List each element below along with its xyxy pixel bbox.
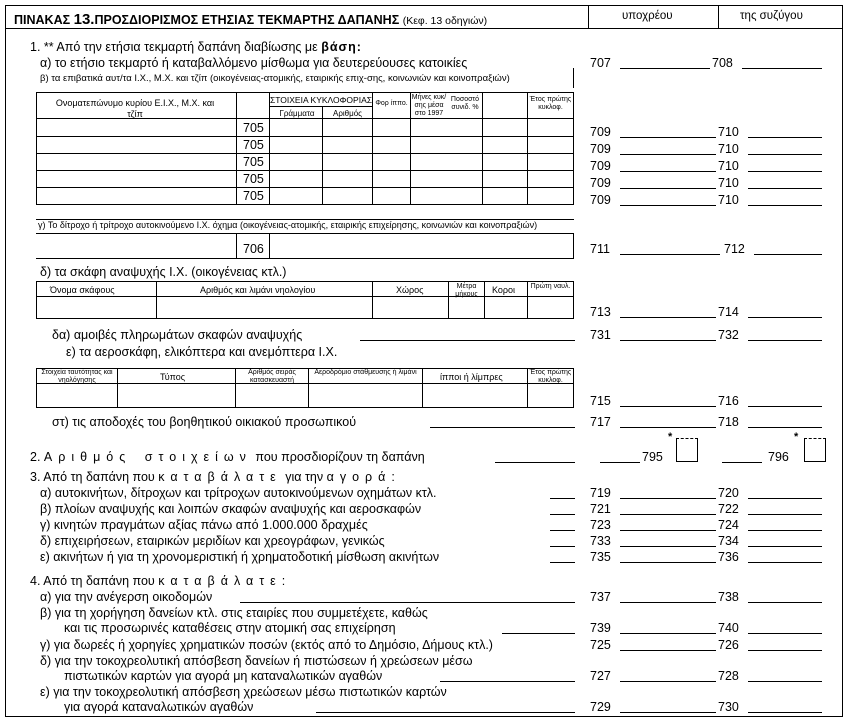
vt-h-number: Αριθμός [332, 109, 363, 118]
boat-h-reg: Αριθμός και λιμάνι νηολογίου [200, 285, 316, 295]
code-717: 717 [590, 415, 611, 429]
boat-col-6 [573, 281, 574, 318]
code-795: 795 [642, 450, 663, 464]
code-715: 715 [590, 394, 611, 408]
code-731: 731 [590, 328, 611, 342]
code-710: 710 [718, 159, 739, 173]
code-796: 796 [768, 450, 789, 464]
s3-item: γ) κινητών πραγμάτων αξίας πάνω από 1.000.000 δραχμές [40, 518, 368, 532]
code-709: 709 [590, 159, 611, 173]
code-729: 729 [590, 700, 611, 714]
field-719[interactable] [620, 498, 716, 499]
s1-item-e: ε) τα αεροσκάφη, ελικόπτερα και ανεμόπτερα Ι.Χ. [66, 345, 338, 359]
boat-header-bottom [36, 296, 574, 297]
code-718: 718 [718, 415, 739, 429]
code-705: 705 [243, 172, 264, 186]
code-711: 711 [590, 242, 610, 256]
boat-top [36, 281, 574, 282]
s1-item-b: β) τα επιβατικά αυτ/τα Ι.Χ., Μ.Χ. και τζίπ (οικογένειας-ατομικής, εταιρικής επιχ-σης, κοινωνιών και κοινοπραξιών) [40, 73, 510, 84]
code-709: 709 [590, 176, 611, 190]
field-735[interactable] [620, 562, 716, 563]
s4e-leader [316, 712, 575, 713]
code-706: 706 [243, 242, 264, 256]
g-row-top [36, 233, 574, 234]
s2-label: 2. Αριθμός στοιχείων που προσδιορίζουν τη δαπάνη [30, 450, 425, 464]
s4a-leader [240, 602, 575, 603]
boat-col-0 [36, 281, 37, 318]
field-709[interactable] [620, 188, 716, 189]
air-col-1 [117, 368, 118, 407]
vt-h-pct: Ποσοστό συνιδ. % [450, 96, 480, 111]
g-col-3 [573, 233, 574, 258]
field-713[interactable] [620, 317, 716, 318]
code-723: 723 [590, 518, 611, 532]
field-729[interactable] [620, 712, 716, 713]
air-h-reg2: Αεροδρόμιο στάθμευσης ή λιμάνι [314, 369, 417, 376]
code-725: 725 [590, 638, 611, 652]
field-715[interactable] [620, 406, 716, 407]
vt-col-3 [322, 106, 323, 204]
code-737: 737 [590, 590, 611, 604]
field-740[interactable] [748, 633, 822, 634]
code-735: 735 [590, 550, 611, 564]
field-738[interactable] [748, 602, 822, 603]
field-726[interactable] [748, 650, 822, 651]
air-h-first: Έτος πρώτης κυκλοφ. [529, 369, 572, 384]
boat-col-4 [484, 281, 485, 318]
boat-col-1 [156, 281, 157, 318]
air-h-serial: Αριθμός σειράς κατασκευαστή [248, 369, 296, 384]
table-title: ΠΙΝΑΚΑΣ 13.ΠΡΟΣΔΙΟΡΙΣΜΟΣ ΕΤΗΣΙΑΣ ΤΕΚΜΑΡΤΗΣ ΔΑΠΑΝΗΣ (Κεφ. 13 οδηγιών) [14, 11, 488, 28]
field-710[interactable] [748, 188, 822, 189]
code-710: 710 [718, 176, 739, 190]
field-709[interactable] [620, 154, 716, 155]
field-709[interactable] [620, 171, 716, 172]
vt-h-name: Ονοματεπώνυμο κυρίου Ε.Ι.Χ., Μ.Χ. και τζίπ [55, 98, 215, 119]
code-722: 722 [718, 502, 739, 516]
field-796[interactable] [804, 438, 826, 462]
code-709: 709 [590, 125, 611, 139]
field-725[interactable] [620, 650, 716, 651]
vehicle-row-line [36, 170, 574, 171]
field-709[interactable] [620, 205, 716, 206]
vehicle-row-line [36, 204, 574, 205]
code-719: 719 [590, 486, 611, 500]
field-730[interactable] [748, 712, 822, 713]
boat-h-len: Μέτρα μήκους [455, 283, 478, 298]
code-709: 709 [590, 193, 611, 207]
st-leader [430, 427, 575, 428]
air-col-6 [573, 368, 574, 407]
code-713: 713 [590, 305, 611, 319]
s4-item-d2: πιστωτικών καρτών για αγορά μη καταναλωτικών αγαθών [64, 669, 383, 683]
s3-label: 3. Από τη δαπάνη που καταβάλατε για την αγορά: [30, 470, 401, 484]
g-col-2 [269, 233, 270, 258]
field-710[interactable] [748, 171, 822, 172]
field-718[interactable] [748, 427, 822, 428]
s3-item: β) πλοίων αναψυχής και λοιπών σκαφών αναψυχής και αεροσκαφών [40, 502, 422, 516]
air-h-type: Τύπος [160, 372, 186, 382]
code-724: 724 [718, 518, 739, 532]
field-731[interactable] [620, 340, 716, 341]
s4d-leader [440, 681, 575, 682]
s4-item-g: γ) για δωρεές ή χορηγίες χρηματικών ποσών (εκτός από το Δημόσιο, Δήμους κτλ.) [40, 638, 493, 652]
s1-item-g: γ) Το δίτροχο ή τρίτροχο αυτοκινούμενο Ι.Χ. όχημα (οικογένειας-ατομικής, εταιρικής επιχείρησης, κοινωνιών και κοινοπραξιών) [38, 220, 538, 230]
vt-sub-line [269, 106, 372, 107]
s4-item-e1: ε) για την τοκοχρεολυτική απόσβεση χρεώσεων μέσω πιστωτικών καρτών [40, 685, 447, 699]
field-733[interactable] [620, 546, 716, 547]
s1-item-st: στ) τις αποδοχές του βοηθητικού οικιακού προσωπικού [52, 415, 357, 429]
code-726: 726 [718, 638, 739, 652]
s3-leader [550, 546, 575, 547]
boat-bottom [36, 318, 574, 319]
air-col-4 [422, 368, 423, 407]
da-leader [360, 340, 575, 341]
field-721[interactable] [620, 514, 716, 515]
code-732: 732 [718, 328, 739, 342]
col-header-spouse: της συζύγου [740, 10, 803, 22]
field-795[interactable] [676, 438, 698, 462]
code-720: 720 [718, 486, 739, 500]
code-707: 707 [590, 56, 611, 70]
field-711[interactable] [620, 254, 720, 255]
code-705: 705 [243, 189, 264, 203]
field-717[interactable] [620, 427, 716, 428]
code-740: 740 [718, 621, 739, 635]
field-710[interactable] [748, 137, 822, 138]
field-732[interactable] [748, 340, 822, 341]
code-712: 712 [724, 242, 745, 256]
s3-leader [550, 530, 575, 531]
vt-h-months: Μήνες κυκ/σης μέσα στο 1997 [411, 94, 447, 117]
code-710: 710 [718, 125, 739, 139]
boat-h-crew: Κοροι [492, 285, 516, 295]
vehicle-row-line [36, 187, 574, 188]
field-710[interactable] [748, 205, 822, 206]
s4-item-b2: και τις προσωρινές καταθέσεις στην ατομική σας επιχείρηση [64, 621, 396, 635]
field-720[interactable] [748, 498, 822, 499]
field-710[interactable] [748, 154, 822, 155]
boat-h-mhk: Χώρος [396, 285, 424, 295]
s4-item-a: α) για την ανέγερση οικοδομών [40, 590, 213, 604]
code-733: 733 [590, 534, 611, 548]
code-734: 734 [718, 534, 739, 548]
code-709: 709 [590, 142, 611, 156]
field-707[interactable] [620, 68, 710, 69]
vt-top [36, 92, 574, 93]
code-721: 721 [590, 502, 611, 516]
s2-leader-3 [722, 462, 762, 463]
s1-heading: 1. ** Από την ετήσια τεκμαρτή δαπάνη διαβίωσης με βάση: [30, 40, 362, 54]
s2-leader [495, 462, 575, 463]
code-716: 716 [718, 394, 739, 408]
code-730: 730 [718, 700, 739, 714]
boat-h-name: Όνομα σκάφους [50, 285, 115, 295]
s3-leader [550, 498, 575, 499]
code-727: 727 [590, 669, 611, 683]
star-796: * [794, 431, 799, 443]
code-739: 739 [590, 621, 611, 635]
g-row-bottom [36, 258, 574, 259]
s1-item-da: δα) αμοιβές πληρωμάτων σκαφών αναψυχής [52, 328, 303, 342]
field-709[interactable] [620, 137, 716, 138]
s3-leader [550, 562, 575, 563]
boat-col-2 [372, 281, 373, 318]
field-739[interactable] [620, 633, 716, 634]
field-736[interactable] [748, 562, 822, 563]
code-708: 708 [712, 56, 733, 70]
s1-item-d: δ) τα σκάφη αναψυχής Ι.Χ. (οικογένειας κτλ.) [40, 265, 287, 279]
air-bottom [36, 407, 574, 408]
col-header-taxpayer: υποχρέου [622, 10, 673, 22]
b-right-edge [573, 68, 574, 88]
g-col-1 [236, 233, 237, 258]
vt-h-hp: Φορ ίππο. [375, 100, 408, 107]
field-714[interactable] [748, 317, 822, 318]
vt-h-plates: ΣΤΟΙΧΕΙΑ ΚΥΚΛΟΦΟΡΙΑΣ [270, 95, 372, 105]
boat-h-first: Πρώτη ναυλ. [530, 283, 571, 290]
field-722[interactable] [748, 514, 822, 515]
code-705: 705 [243, 138, 264, 152]
field-724[interactable] [748, 530, 822, 531]
s3-leader [550, 514, 575, 515]
code-710: 710 [718, 142, 739, 156]
field-737[interactable] [620, 602, 716, 603]
s4b-leader [502, 633, 575, 634]
code-738: 738 [718, 590, 739, 604]
code-736: 736 [718, 550, 739, 564]
field-734[interactable] [748, 546, 822, 547]
s3-item: δ) επιχειρήσεων, εταιρικών μεριδίων και χρεογράφων, γενικώς [40, 534, 385, 548]
air-h-hp: ίπποι ή λίμπρες [440, 372, 503, 382]
field-712[interactable] [754, 254, 822, 255]
s4-item-b1: β) για τη χορήγηση δανείων κτλ. στις εταιρίες που συμμετέχετε, καθώς [40, 606, 428, 620]
vehicle-row-line [36, 136, 574, 137]
s4-label: 4. Από τη δαπάνη που καταβάλατε: [30, 574, 292, 588]
star-795: * [668, 431, 673, 443]
s4-item-d1: δ) για την τοκοχρεολυτική απόσβεση δανείων ή πιστώσεων ή χρεώσεων μέσω [40, 654, 473, 668]
code-705: 705 [243, 121, 264, 135]
field-716[interactable] [748, 406, 822, 407]
air-h-reg: Στοιχεία ταυτότητας και νηολόγησης [41, 369, 113, 384]
vt-h-letters: Γράμματα [279, 109, 315, 118]
header-divider-2 [718, 5, 719, 29]
vt-h-year: Έτος πρώτης κυκλοφ. [529, 96, 572, 111]
field-727[interactable] [620, 681, 716, 682]
field-723[interactable] [620, 530, 716, 531]
code-710: 710 [718, 193, 739, 207]
vehicle-row-line [36, 153, 574, 154]
code-728: 728 [718, 669, 739, 683]
s3-item: ε) ακινήτων ή για τη χρονομεριστική ή χρηματοδοτική μίσθωση ακινήτων [40, 550, 440, 564]
s4-item-e2: για αγορά καταναλωτικών αγαθών [64, 700, 254, 714]
s2-leader-2 [600, 462, 640, 463]
field-728[interactable] [748, 681, 822, 682]
s1-item-a: α) το ετήσιο τεκμαρτό ή καταβαλλόμενο μίσθωμα για δευτερεύουσες κατοικίες [40, 56, 468, 70]
s3-item: α) αυτοκινήτων, δίτροχων και τρίτροχων αυτοκινούμενων οχημάτων κτλ. [40, 486, 437, 500]
field-708[interactable] [742, 68, 822, 69]
code-705: 705 [243, 155, 264, 169]
header-divider-1 [588, 5, 589, 29]
code-714: 714 [718, 305, 739, 319]
